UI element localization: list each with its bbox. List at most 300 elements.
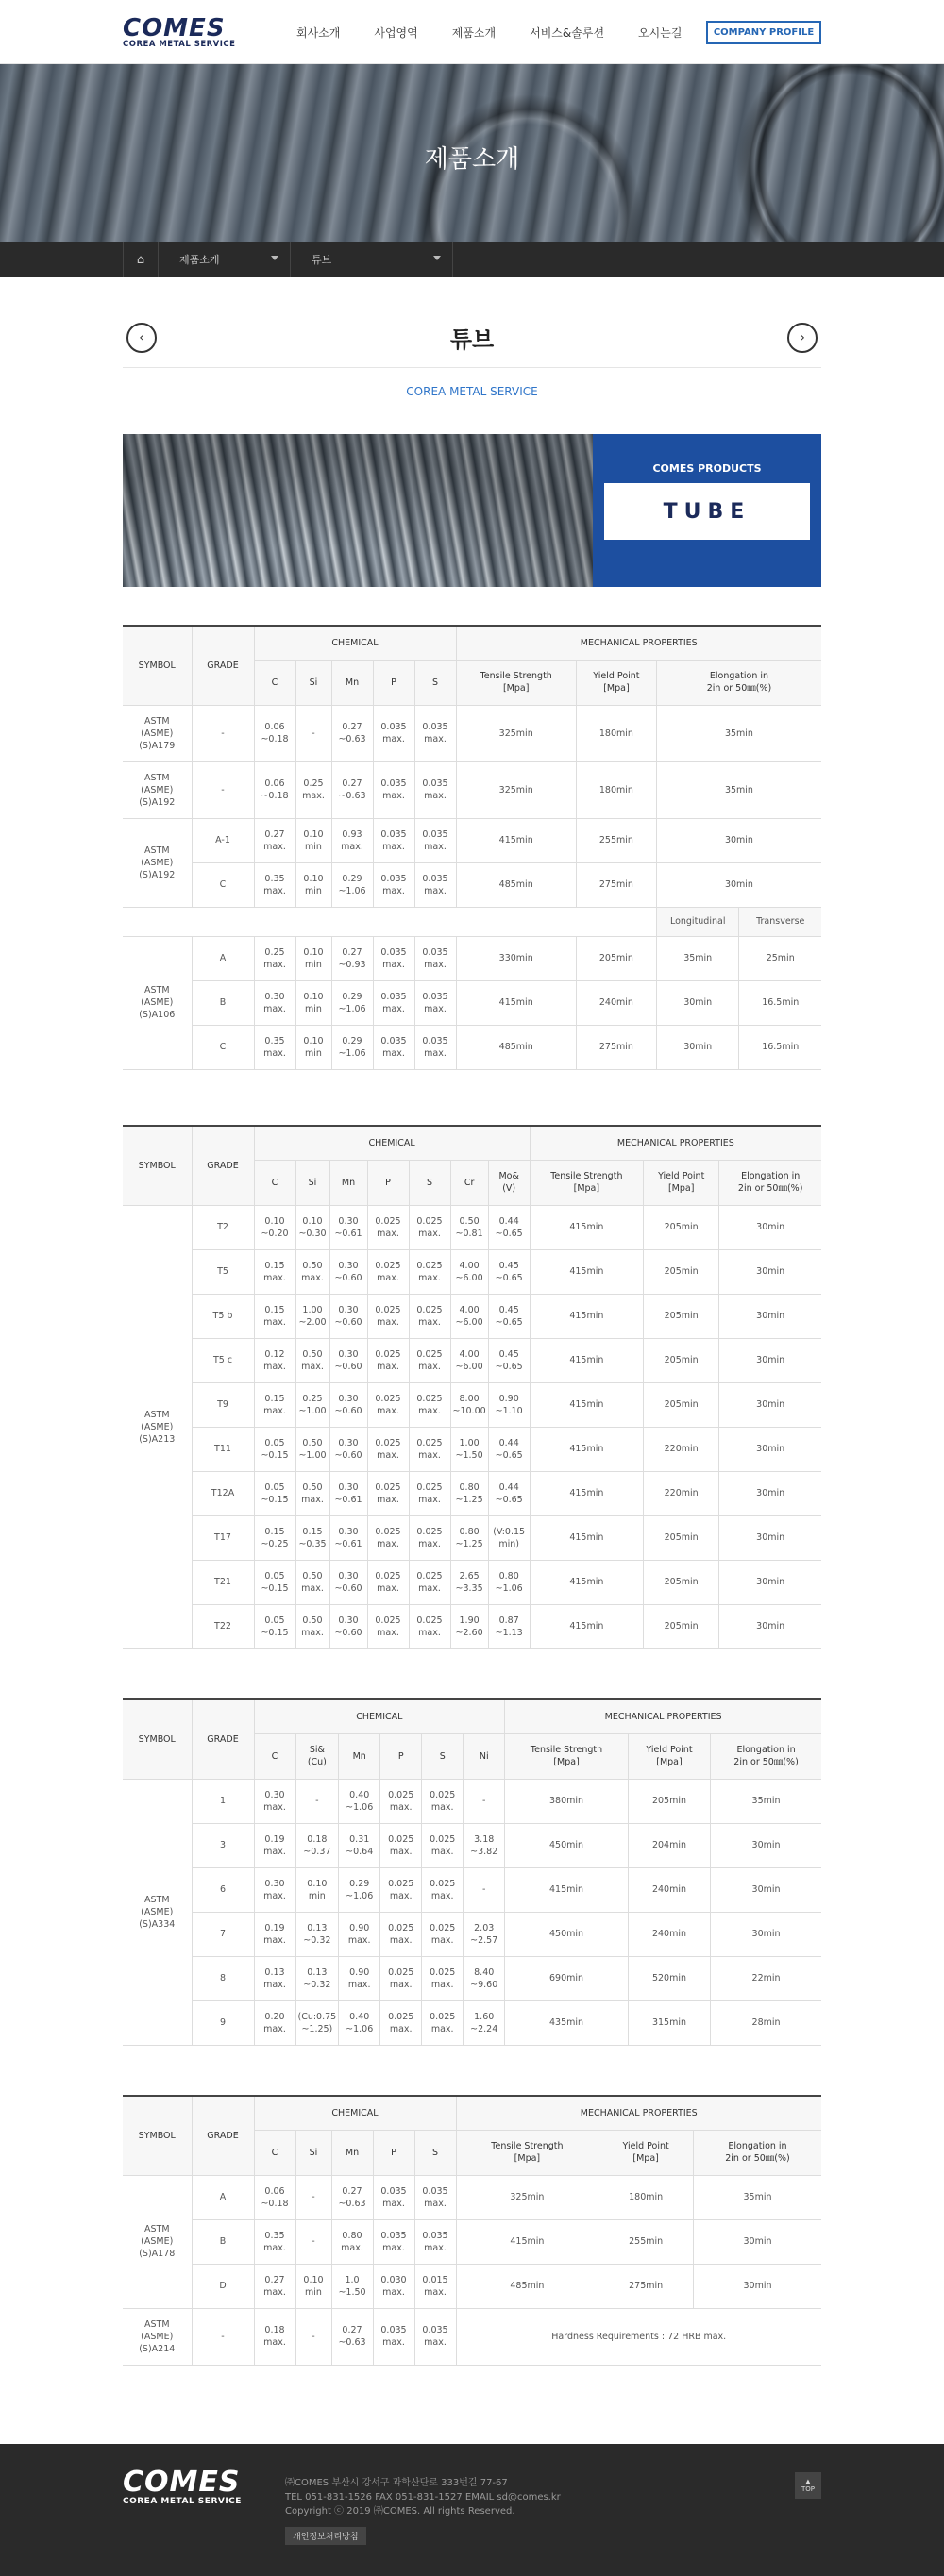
nav-item-service[interactable]: 서비스&솔루션 bbox=[530, 26, 605, 40]
grade-cell: D bbox=[192, 2264, 254, 2308]
footer-contact: TEL 051-831-1526 FAX 051-831-1527 EMAIL sd@comes.kr bbox=[285, 2492, 561, 2502]
table-row bbox=[123, 1912, 821, 1956]
yield-cell: 520min bbox=[628, 1956, 710, 2000]
elongation-cell: 28min bbox=[711, 2000, 821, 2045]
chem-value-cell: 0.025 max. bbox=[367, 1205, 409, 1249]
chem-value-cell: 0.035 max. bbox=[414, 2308, 456, 2365]
symbol-cell: ASTM (ASME) (S)A178 bbox=[123, 2175, 192, 2308]
chem-value-cell: 0.50 max. bbox=[295, 1338, 329, 1382]
chemical-header: CHEMICAL bbox=[254, 626, 456, 660]
chem-value-cell: 0.27 ~0.93 bbox=[331, 936, 373, 980]
symbol-header: SYMBOL bbox=[123, 2096, 192, 2175]
chem-value-cell: 0.035 max. bbox=[414, 862, 456, 907]
spec-table-a334 bbox=[123, 1698, 821, 2046]
subnav-level2-label: 튜브 bbox=[312, 254, 332, 266]
yield-cell: 205min bbox=[644, 1560, 719, 1604]
chem-value-cell: 0.025 max. bbox=[367, 1560, 409, 1604]
tensile-cell: 485min bbox=[456, 1025, 576, 1069]
grade-cell: A bbox=[192, 936, 254, 980]
tensile-cell: 485min bbox=[456, 862, 576, 907]
yield-cell: 240min bbox=[628, 1912, 710, 1956]
chem-value-cell: 0.30 ~0.60 bbox=[329, 1560, 367, 1604]
longitudinal-cell: 30min bbox=[657, 981, 740, 1025]
chem-value-cell: 0.45 ~0.65 bbox=[488, 1338, 530, 1382]
grade-cell: T5 bbox=[192, 1249, 254, 1294]
footer-logo-sub: COREA METAL SERVICE bbox=[123, 2497, 242, 2506]
footer-copyright: Copyright ⓒ 2019 ㈜COMES. All rights Reserved. bbox=[285, 2506, 515, 2517]
grade-cell: - bbox=[192, 2308, 254, 2365]
grade-cell: T5 b bbox=[192, 1294, 254, 1338]
table-row bbox=[123, 2175, 821, 2219]
page-subtitle: COREA METAL SERVICE bbox=[406, 385, 538, 398]
page-title-area bbox=[123, 311, 821, 368]
chem-value-cell: 0.30 ~0.61 bbox=[329, 1205, 367, 1249]
chem-value-cell: 4.00 ~6.00 bbox=[450, 1294, 488, 1338]
table-row bbox=[123, 818, 821, 862]
symbol-cell: ASTM (ASME) (S)A192 bbox=[123, 818, 192, 907]
grade-cell: T2 bbox=[192, 1205, 254, 1249]
symbol-cell: ASTM (ASME) (S)A214 bbox=[123, 2308, 192, 2365]
product-banner bbox=[123, 434, 821, 587]
chem-value-cell: - bbox=[464, 1867, 505, 1912]
chevron-down-icon bbox=[433, 256, 441, 260]
subnav-level1-label: 제품소개 bbox=[179, 254, 220, 266]
elongation-cell: 30min bbox=[711, 1912, 821, 1956]
tensile-cell: 415min bbox=[505, 1867, 629, 1912]
chem-col-header: Si& (Cu) bbox=[295, 1733, 339, 1779]
elongation-cell: 30min bbox=[719, 1249, 821, 1294]
chem-value-cell: 0.15 max. bbox=[254, 1382, 295, 1427]
mechanical-header: MECHANICAL PROPERTIES bbox=[530, 1126, 821, 1160]
chem-col-header: S bbox=[414, 2130, 456, 2175]
chem-value-cell: 0.80 ~1.25 bbox=[450, 1515, 488, 1560]
chem-value-cell: - bbox=[295, 705, 331, 761]
chem-value-cell: 0.35 max. bbox=[254, 2219, 295, 2264]
banner-label-box bbox=[593, 434, 821, 587]
chem-value-cell: 0.025 max. bbox=[422, 2000, 464, 2045]
grade-cell: 8 bbox=[192, 1956, 254, 2000]
chem-value-cell: 0.025 max. bbox=[409, 1560, 450, 1604]
logo-sub: COREA METAL SERVICE bbox=[123, 40, 236, 49]
yield-cell: 220min bbox=[644, 1471, 719, 1515]
yield-cell: 205min bbox=[628, 1779, 710, 1823]
chem-col-header: C bbox=[254, 2130, 295, 2175]
grade-cell: 6 bbox=[192, 1867, 254, 1912]
chem-col-header: Cr bbox=[450, 1160, 488, 1205]
yield-cell: 205min bbox=[644, 1338, 719, 1382]
table-row bbox=[123, 1956, 821, 2000]
chem-value-cell: 0.06 ~0.18 bbox=[254, 705, 295, 761]
chem-value-cell: 0.25 max. bbox=[295, 761, 331, 818]
chem-value-cell: 0.27 max. bbox=[254, 2264, 295, 2308]
chem-value-cell: 0.025 max. bbox=[409, 1205, 450, 1249]
chem-value-cell: 0.030 max. bbox=[373, 2264, 414, 2308]
table-row bbox=[123, 2308, 821, 2365]
subnav-select-level2[interactable] bbox=[291, 242, 453, 277]
table-row bbox=[123, 980, 821, 1025]
chem-value-cell: 0.30 ~0.60 bbox=[329, 1382, 367, 1427]
chem-value-cell: 0.35 max. bbox=[254, 862, 295, 907]
company-profile-button[interactable]: COMPANY PROFILE bbox=[706, 21, 821, 44]
chem-value-cell: 0.50 max. bbox=[295, 1604, 329, 1648]
chem-value-cell: 0.035 max. bbox=[373, 818, 414, 862]
chem-value-cell: 0.30 max. bbox=[254, 980, 295, 1025]
chem-value-cell: 0.44 ~0.65 bbox=[488, 1427, 530, 1471]
chem-value-cell: 0.05 ~0.15 bbox=[254, 1604, 295, 1648]
elongation-split-cell bbox=[656, 936, 821, 980]
mech-col-header: Yield Point [Mpa] bbox=[644, 1160, 719, 1205]
grade-cell: - bbox=[192, 705, 254, 761]
nav-item-about[interactable]: 회사소개 bbox=[296, 26, 341, 40]
chem-value-cell: 0.30 ~0.60 bbox=[329, 1427, 367, 1471]
chem-value-cell: 0.19 max. bbox=[254, 1912, 295, 1956]
chevron-down-icon bbox=[271, 256, 278, 260]
chem-col-header: P bbox=[373, 660, 414, 705]
elongation-cell: 30min bbox=[656, 862, 821, 907]
hardness-note-cell: Hardness Requirements : 72 HRB max. bbox=[456, 2308, 821, 2365]
chem-value-cell: 0.06 ~0.18 bbox=[254, 2175, 295, 2219]
chem-value-cell: 0.93 max. bbox=[331, 818, 373, 862]
table-row bbox=[123, 1560, 821, 1604]
chem-value-cell: 0.025 max. bbox=[409, 1382, 450, 1427]
grade-cell: C bbox=[192, 1025, 254, 1069]
mech-col-header: Yield Point [Mpa] bbox=[628, 1733, 710, 1779]
chem-value-cell: 0.25 max. bbox=[254, 936, 295, 980]
chem-col-header: S bbox=[409, 1160, 450, 1205]
table-row bbox=[123, 1427, 821, 1471]
tensile-cell: 415min bbox=[530, 1604, 643, 1648]
logo[interactable] bbox=[123, 14, 244, 49]
chem-value-cell: 4.00 ~6.00 bbox=[450, 1249, 488, 1294]
tube-image bbox=[123, 434, 595, 587]
chem-value-cell: 0.80 max. bbox=[331, 2219, 373, 2264]
tensile-cell: 415min bbox=[530, 1471, 643, 1515]
chem-value-cell: (Cu:0.75 ~1.25) bbox=[295, 2000, 339, 2045]
chem-value-cell: 0.29 ~1.06 bbox=[331, 1025, 373, 1069]
longitudinal-cell: 35min bbox=[657, 937, 740, 980]
chem-value-cell: 0.035 max. bbox=[373, 936, 414, 980]
elongation-split-cell bbox=[656, 1025, 821, 1069]
grade-header: GRADE bbox=[192, 626, 254, 705]
chem-value-cell: 0.025 max. bbox=[380, 1823, 422, 1867]
scroll-top-button[interactable] bbox=[795, 2472, 821, 2499]
chem-value-cell: 0.13 max. bbox=[254, 1956, 295, 2000]
tensile-cell: 415min bbox=[456, 2219, 598, 2264]
chem-col-header: Ni bbox=[464, 1733, 505, 1779]
elongation-cell: 30min bbox=[719, 1382, 821, 1427]
transverse-cell: 16.5min bbox=[762, 997, 800, 1008]
chem-value-cell: 1.60 ~2.24 bbox=[464, 2000, 505, 2045]
tensile-cell: 415min bbox=[530, 1427, 643, 1471]
yield-cell: 275min bbox=[598, 2264, 694, 2308]
chem-value-cell: 0.05 ~0.15 bbox=[254, 1427, 295, 1471]
table-row bbox=[123, 2264, 821, 2308]
chem-value-cell: 0.30 ~0.60 bbox=[329, 1338, 367, 1382]
chem-value-cell: 0.44 ~0.65 bbox=[488, 1471, 530, 1515]
chem-value-cell: 0.27 ~0.63 bbox=[331, 705, 373, 761]
tensile-cell: 485min bbox=[456, 2264, 598, 2308]
mech-col-header: Elongation in 2in or 50㎜(%) bbox=[656, 660, 821, 705]
chem-value-cell: 0.30 max. bbox=[254, 1779, 295, 1823]
nav-item-products[interactable]: 제품소개 bbox=[451, 26, 497, 40]
chemical-header: CHEMICAL bbox=[254, 1126, 530, 1160]
tensile-cell: 415min bbox=[456, 818, 576, 862]
mech-col-header: Elongation in 2in or 50㎜(%) bbox=[711, 1733, 821, 1779]
tensile-cell: 450min bbox=[505, 1823, 629, 1867]
header-row bbox=[123, 1699, 821, 1733]
symbol-cell: ASTM (ASME) (S)A334 bbox=[123, 1779, 192, 2045]
privacy-policy-link[interactable]: 개인정보처리방침 bbox=[285, 2527, 366, 2545]
subheader-row bbox=[123, 907, 821, 936]
chem-value-cell: 0.025 max. bbox=[422, 1956, 464, 2000]
hero-title: 제품소개 bbox=[424, 145, 520, 174]
grade-cell: 9 bbox=[192, 2000, 254, 2045]
elongation-cell: 30min bbox=[656, 818, 821, 862]
chem-value-cell: 2.65 ~3.35 bbox=[450, 1560, 488, 1604]
chem-value-cell: 0.05 ~0.15 bbox=[254, 1560, 295, 1604]
table-row bbox=[123, 1471, 821, 1515]
grade-cell: A-1 bbox=[192, 818, 254, 862]
chem-value-cell: 0.27 ~0.63 bbox=[331, 2175, 373, 2219]
chem-value-cell: 0.30 ~0.60 bbox=[329, 1249, 367, 1294]
tensile-cell: 415min bbox=[530, 1205, 643, 1249]
chem-value-cell: 0.10 ~0.20 bbox=[254, 1205, 295, 1249]
mech-col-header: Yield Point [Mpa] bbox=[598, 2130, 694, 2175]
top-label: TOP bbox=[801, 2485, 815, 2493]
elongation-cell: 30min bbox=[719, 1338, 821, 1382]
chem-value-cell: 1.00 ~2.00 bbox=[295, 1294, 329, 1338]
transverse-cell: 25min bbox=[766, 953, 795, 963]
chem-col-header: S bbox=[422, 1733, 464, 1779]
table-row bbox=[123, 761, 821, 818]
tensile-cell: 415min bbox=[530, 1382, 643, 1427]
chem-value-cell: 0.30 max. bbox=[254, 1867, 295, 1912]
transverse-cell: 16.5min bbox=[762, 1042, 800, 1052]
chem-value-cell: 0.025 max. bbox=[367, 1249, 409, 1294]
chemical-header: CHEMICAL bbox=[254, 1699, 505, 1733]
grade-cell: T12A bbox=[192, 1471, 254, 1515]
chem-value-cell: 0.035 max. bbox=[373, 1025, 414, 1069]
chem-value-cell: - bbox=[295, 2308, 331, 2365]
subnav-select-level1[interactable] bbox=[159, 242, 291, 277]
chem-value-cell: - bbox=[295, 2175, 331, 2219]
chem-value-cell: 0.015 max. bbox=[414, 2264, 456, 2308]
spec-table-a213 bbox=[123, 1125, 821, 1649]
elongation-cell: 30min bbox=[719, 1205, 821, 1249]
tensile-cell: 415min bbox=[530, 1294, 643, 1338]
yield-cell: 240min bbox=[628, 1867, 710, 1912]
footer-address: ㈜COMES 부산시 강서구 과학산단로 333번길 77-67 bbox=[285, 2478, 508, 2488]
grade-cell: T5 c bbox=[192, 1338, 254, 1382]
elongation-cell: 30min bbox=[719, 1294, 821, 1338]
chem-value-cell: 0.025 max. bbox=[409, 1427, 450, 1471]
table-row bbox=[123, 1515, 821, 1560]
site-header bbox=[0, 0, 944, 64]
chem-value-cell: 0.30 ~0.60 bbox=[329, 1604, 367, 1648]
grade-cell: T22 bbox=[192, 1604, 254, 1648]
chem-value-cell: 0.035 max. bbox=[373, 862, 414, 907]
mechanical-header: MECHANICAL PROPERTIES bbox=[456, 626, 821, 660]
yield-cell: 205min bbox=[644, 1604, 719, 1648]
grade-cell: T17 bbox=[192, 1515, 254, 1560]
symbol-header: SYMBOL bbox=[123, 1699, 192, 1779]
chem-value-cell: 0.12 max. bbox=[254, 1338, 295, 1382]
header-row bbox=[123, 1126, 821, 1160]
tensile-cell: 415min bbox=[530, 1249, 643, 1294]
chevron-up-icon: ▲ bbox=[805, 2478, 811, 2485]
chem-col-header: Mn bbox=[339, 1733, 380, 1779]
elongation-cell: 30min bbox=[719, 1515, 821, 1560]
header-row bbox=[123, 626, 821, 660]
grade-cell: - bbox=[192, 761, 254, 818]
chem-value-cell: 0.035 max. bbox=[414, 980, 456, 1025]
chem-value-cell: 0.50 ~0.81 bbox=[450, 1205, 488, 1249]
elongation-cell: 35min bbox=[693, 2175, 821, 2219]
home-icon[interactable]: ⌂ bbox=[123, 242, 159, 277]
chem-value-cell: - bbox=[464, 1779, 505, 1823]
yield-cell: 205min bbox=[644, 1249, 719, 1294]
chem-value-cell: 0.10 min bbox=[295, 862, 331, 907]
chem-value-cell: 0.13 ~0.32 bbox=[295, 1956, 339, 2000]
chem-value-cell: 0.30 ~0.61 bbox=[329, 1471, 367, 1515]
chem-col-header: Si bbox=[295, 2130, 331, 2175]
chem-value-cell: 0.80 ~1.06 bbox=[488, 1560, 530, 1604]
chem-value-cell: 0.025 max. bbox=[422, 1867, 464, 1912]
chem-value-cell: 0.025 max. bbox=[380, 1912, 422, 1956]
chevron-right-icon: › bbox=[800, 330, 805, 345]
chem-value-cell: 8.40 ~9.60 bbox=[464, 1956, 505, 2000]
elongation-split bbox=[656, 907, 821, 936]
chem-value-cell: 0.27 ~0.63 bbox=[331, 2308, 373, 2365]
table-row bbox=[123, 1025, 821, 1069]
chem-value-cell: 0.18 max. bbox=[254, 2308, 295, 2365]
chem-value-cell: 0.30 ~0.61 bbox=[329, 1515, 367, 1560]
longitudinal-cell: 30min bbox=[657, 1026, 740, 1069]
tensile-cell: 435min bbox=[505, 2000, 629, 2045]
chem-value-cell: 4.00 ~6.00 bbox=[450, 1338, 488, 1382]
grade-cell: 7 bbox=[192, 1912, 254, 1956]
grade-cell: 1 bbox=[192, 1779, 254, 1823]
chemical-header: CHEMICAL bbox=[254, 2096, 456, 2130]
chem-value-cell: 0.10 min bbox=[295, 1025, 331, 1069]
grade-cell: T11 bbox=[192, 1427, 254, 1471]
chem-value-cell: 0.025 max. bbox=[380, 1867, 422, 1912]
tensile-cell: 325min bbox=[456, 761, 576, 818]
chem-value-cell: 0.29 ~1.06 bbox=[331, 862, 373, 907]
chem-value-cell: 0.025 max. bbox=[409, 1294, 450, 1338]
spec-table-a178-a214 bbox=[123, 2095, 821, 2366]
transverse-header: Transverse bbox=[756, 916, 805, 927]
tensile-cell: 330min bbox=[456, 936, 576, 980]
spec-table-a179-a106 bbox=[123, 625, 821, 1070]
chem-col-header: S bbox=[414, 660, 456, 705]
elongation-split-cell bbox=[656, 980, 821, 1025]
elongation-cell: 30min bbox=[719, 1427, 821, 1471]
grade-cell: T9 bbox=[192, 1382, 254, 1427]
next-page-button[interactable] bbox=[787, 323, 818, 353]
elongation-cell: 30min bbox=[693, 2219, 821, 2264]
chem-value-cell: 0.45 ~0.65 bbox=[488, 1249, 530, 1294]
table-row bbox=[123, 1338, 821, 1382]
chem-value-cell: 0.025 max. bbox=[367, 1515, 409, 1560]
mech-col-header: Yield Point [Mpa] bbox=[576, 660, 656, 705]
chem-value-cell: 0.18 ~0.37 bbox=[295, 1823, 339, 1867]
table-row bbox=[123, 936, 821, 980]
logo-word: COMES bbox=[123, 14, 226, 42]
chem-value-cell: 0.40 ~1.06 bbox=[339, 2000, 380, 2045]
yield-cell: 180min bbox=[598, 2175, 694, 2219]
chem-value-cell: 0.025 max. bbox=[422, 1779, 464, 1823]
symbol-cell: ASTM (ASME) (S)A213 bbox=[123, 1205, 192, 1648]
grade-header: GRADE bbox=[192, 1699, 254, 1779]
chem-value-cell: 0.50 ~1.00 bbox=[295, 1427, 329, 1471]
chem-value-cell: 0.15 ~0.35 bbox=[295, 1515, 329, 1560]
chem-value-cell: 0.10 min bbox=[295, 818, 331, 862]
chem-value-cell: 0.025 max. bbox=[367, 1427, 409, 1471]
tensile-cell: 415min bbox=[530, 1560, 643, 1604]
chem-value-cell: 0.90 ~1.10 bbox=[488, 1382, 530, 1427]
chem-value-cell: 0.025 max. bbox=[367, 1294, 409, 1338]
chem-value-cell: 0.27 max. bbox=[254, 818, 295, 862]
footer-info bbox=[285, 2476, 561, 2518]
nav-item-location[interactable]: 오시는길 bbox=[638, 26, 683, 40]
banner-kicker: COMES PRODUCTS bbox=[652, 462, 762, 475]
chem-value-cell: 0.035 max. bbox=[414, 936, 456, 980]
chem-value-cell: 0.40 ~1.06 bbox=[339, 1779, 380, 1823]
chevron-left-icon: ‹ bbox=[139, 330, 144, 345]
nav-item-business[interactable]: 사업영역 bbox=[374, 26, 418, 40]
chem-value-cell: 0.025 max. bbox=[409, 1249, 450, 1294]
tensile-cell: 380min bbox=[505, 1779, 629, 1823]
mech-col-header: Elongation in 2in or 50㎜(%) bbox=[693, 2130, 821, 2175]
chem-value-cell: 0.035 max. bbox=[373, 705, 414, 761]
table-row bbox=[123, 1205, 821, 1249]
chem-value-cell: 0.035 max. bbox=[414, 761, 456, 818]
chem-value-cell: 0.31 ~0.64 bbox=[339, 1823, 380, 1867]
chem-value-cell: 0.27 ~0.63 bbox=[331, 761, 373, 818]
chem-value-cell: 0.035 max. bbox=[414, 1025, 456, 1069]
chem-value-cell: 0.025 max. bbox=[409, 1515, 450, 1560]
table-row bbox=[123, 1249, 821, 1294]
chem-value-cell: 0.05 ~0.15 bbox=[254, 1471, 295, 1515]
footer-logo-word: COMES bbox=[123, 2466, 241, 2499]
chem-value-cell: 0.025 max. bbox=[367, 1471, 409, 1515]
elongation-cell: 30min bbox=[719, 1471, 821, 1515]
yield-cell: 205min bbox=[644, 1294, 719, 1338]
table-row bbox=[123, 2219, 821, 2264]
chem-col-header: Si bbox=[295, 1160, 329, 1205]
table-row bbox=[123, 1604, 821, 1648]
tensile-cell: 415min bbox=[530, 1515, 643, 1560]
chem-value-cell: 0.15 ~0.25 bbox=[254, 1515, 295, 1560]
chem-value-cell: 0.025 max. bbox=[380, 1956, 422, 2000]
chem-value-cell: 0.50 max. bbox=[295, 1249, 329, 1294]
chem-value-cell: 1.0 ~1.50 bbox=[331, 2264, 373, 2308]
mech-col-header: Tensile Strength [Mpa] bbox=[505, 1733, 629, 1779]
tensile-cell: 450min bbox=[505, 1912, 629, 1956]
chem-value-cell: 0.035 max. bbox=[373, 761, 414, 818]
mechanical-header: MECHANICAL PROPERTIES bbox=[456, 2096, 821, 2130]
chem-col-header: P bbox=[367, 1160, 409, 1205]
chem-col-header: Mn bbox=[331, 660, 373, 705]
elongation-cell: 30min bbox=[719, 1560, 821, 1604]
yield-cell: 275min bbox=[576, 1025, 656, 1069]
chem-value-cell: 0.025 max. bbox=[380, 1779, 422, 1823]
chem-value-cell: 0.80 ~1.25 bbox=[450, 1471, 488, 1515]
chem-value-cell: 0.25 ~1.00 bbox=[295, 1382, 329, 1427]
yield-cell: 205min bbox=[644, 1515, 719, 1560]
chem-value-cell: 2.03 ~2.57 bbox=[464, 1912, 505, 1956]
